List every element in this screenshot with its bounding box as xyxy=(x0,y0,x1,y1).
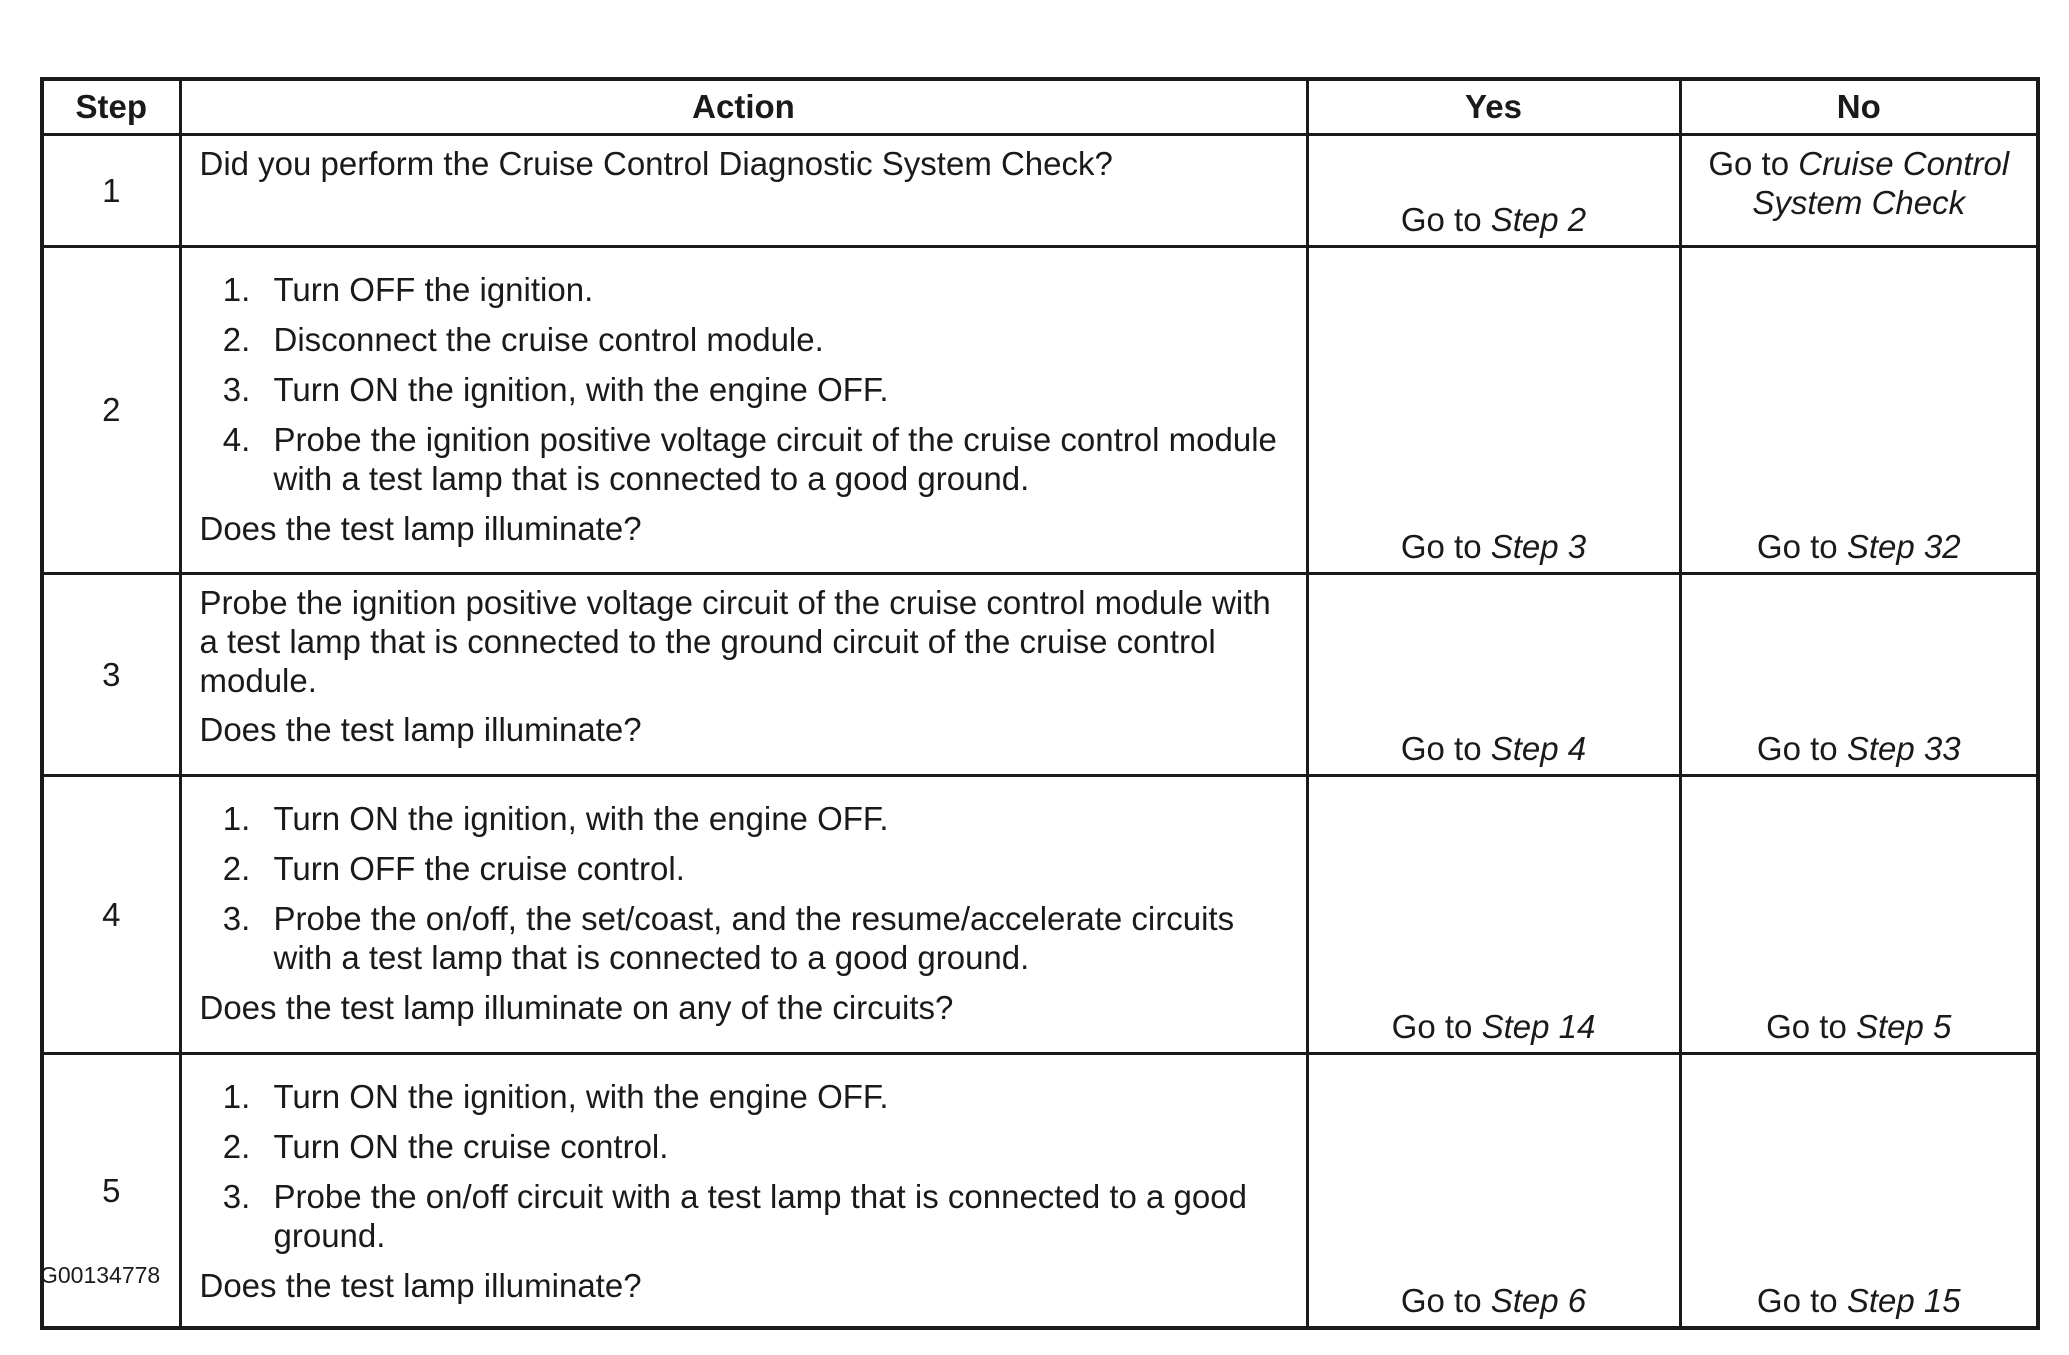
no-prefix: Go to xyxy=(1756,1282,1838,1319)
yes-cell xyxy=(1307,574,1680,776)
yes-cell xyxy=(1307,776,1680,1054)
no-target: Step 33 xyxy=(1846,730,1961,767)
no-target: Cruise Control System Check xyxy=(1752,145,2010,221)
action-step-item: 2. Turn ON the cruise control. xyxy=(260,1127,1290,1166)
no-cell xyxy=(1680,776,2038,1054)
action-step-item: 2. Turn OFF the cruise control. xyxy=(260,849,1290,888)
action-step-item: 3. Turn ON the ignition, with the engine OFF. xyxy=(260,370,1290,409)
action-step-item: 1. Turn OFF the ignition. xyxy=(260,270,1290,309)
action-cell xyxy=(180,247,1307,574)
action-step-item: 3. Probe the on/off, the set/coast, and the resume/accelerate circuits with a test lamp that is connected to a good ground. xyxy=(260,899,1290,977)
yes-prefix: Go to xyxy=(1400,201,1482,238)
no-prefix: Go to xyxy=(1708,145,1790,182)
table-row xyxy=(42,135,2038,247)
action-text: Probe the ignition positive voltage circuit of the cruise control module with a test lamp that is connected to the ground circuit of the cruise control module. xyxy=(199,584,1271,699)
action-cell xyxy=(180,776,1307,1054)
figure-id: G00134778 xyxy=(40,1262,161,1288)
action-steps-list xyxy=(200,1077,1290,1255)
action-question: Does the test lamp illuminate? xyxy=(199,711,642,748)
step-number: 4 xyxy=(42,776,180,1054)
no-cell xyxy=(1680,574,2038,776)
yes-prefix: Go to xyxy=(1391,1008,1473,1045)
yes-cell xyxy=(1307,1054,1680,1329)
yes-cell xyxy=(1307,247,1680,574)
no-prefix: Go to xyxy=(1756,528,1838,565)
action-question: Does the test lamp illuminate? xyxy=(199,510,642,547)
yes-cell xyxy=(1307,135,1680,247)
no-prefix: Go to xyxy=(1766,1008,1847,1045)
no-target: Step 5 xyxy=(1855,1008,1952,1045)
no-target: Step 15 xyxy=(1846,1282,1961,1319)
action-cell xyxy=(180,1054,1307,1329)
yes-target: Step 3 xyxy=(1490,528,1587,565)
yes-prefix: Go to xyxy=(1400,1282,1482,1319)
table-row xyxy=(42,247,2038,574)
action-step-item: 1. Turn ON the ignition, with the engine OFF. xyxy=(260,1077,1290,1116)
header-yes: Yes xyxy=(1307,79,1680,135)
no-prefix: Go to xyxy=(1756,730,1838,767)
table-row xyxy=(42,574,2038,776)
action-cell xyxy=(180,574,1307,776)
action-steps-list xyxy=(200,270,1290,498)
action-question: Does the test lamp illuminate on any of the circuits? xyxy=(199,989,954,1026)
action-step-item: 3. Probe the on/off circuit with a test lamp that is connected to a good ground. xyxy=(260,1177,1290,1255)
header-row xyxy=(42,79,2038,135)
step-number: 1 xyxy=(42,135,180,247)
action-step-item: 2. Disconnect the cruise control module. xyxy=(260,320,1290,359)
yes-target: Step 4 xyxy=(1490,730,1587,767)
action-steps-list xyxy=(200,799,1290,977)
step-number: 2 xyxy=(42,247,180,574)
step-number: 3 xyxy=(42,574,180,776)
action-text: Did you perform the Cruise Control Diagnostic System Check? xyxy=(199,145,1113,182)
header-no: No xyxy=(1680,79,2038,135)
yes-target: Step 6 xyxy=(1490,1282,1587,1319)
step-number: 5 xyxy=(42,1054,180,1329)
table-row xyxy=(42,776,2038,1054)
table-row xyxy=(42,1054,2038,1329)
no-cell xyxy=(1680,247,2038,574)
action-question: Does the test lamp illuminate? xyxy=(199,1267,642,1304)
yes-target: Step 2 xyxy=(1490,201,1587,238)
no-cell xyxy=(1680,135,2038,247)
header-step: Step xyxy=(42,79,180,135)
no-cell xyxy=(1680,1054,2038,1329)
no-target: Step 32 xyxy=(1846,528,1961,565)
action-step-item: 4. Probe the ignition positive voltage circuit of the cruise control module with a test lamp that is connected to a good ground. xyxy=(260,420,1290,498)
yes-prefix: Go to xyxy=(1400,730,1482,767)
action-cell xyxy=(180,135,1307,247)
action-step-item: 1. Turn ON the ignition, with the engine OFF. xyxy=(260,799,1290,838)
yes-prefix: Go to xyxy=(1400,528,1482,565)
diagnostic-table xyxy=(40,77,2040,1330)
header-action: Action xyxy=(180,79,1307,135)
yes-target: Step 14 xyxy=(1481,1008,1596,1045)
